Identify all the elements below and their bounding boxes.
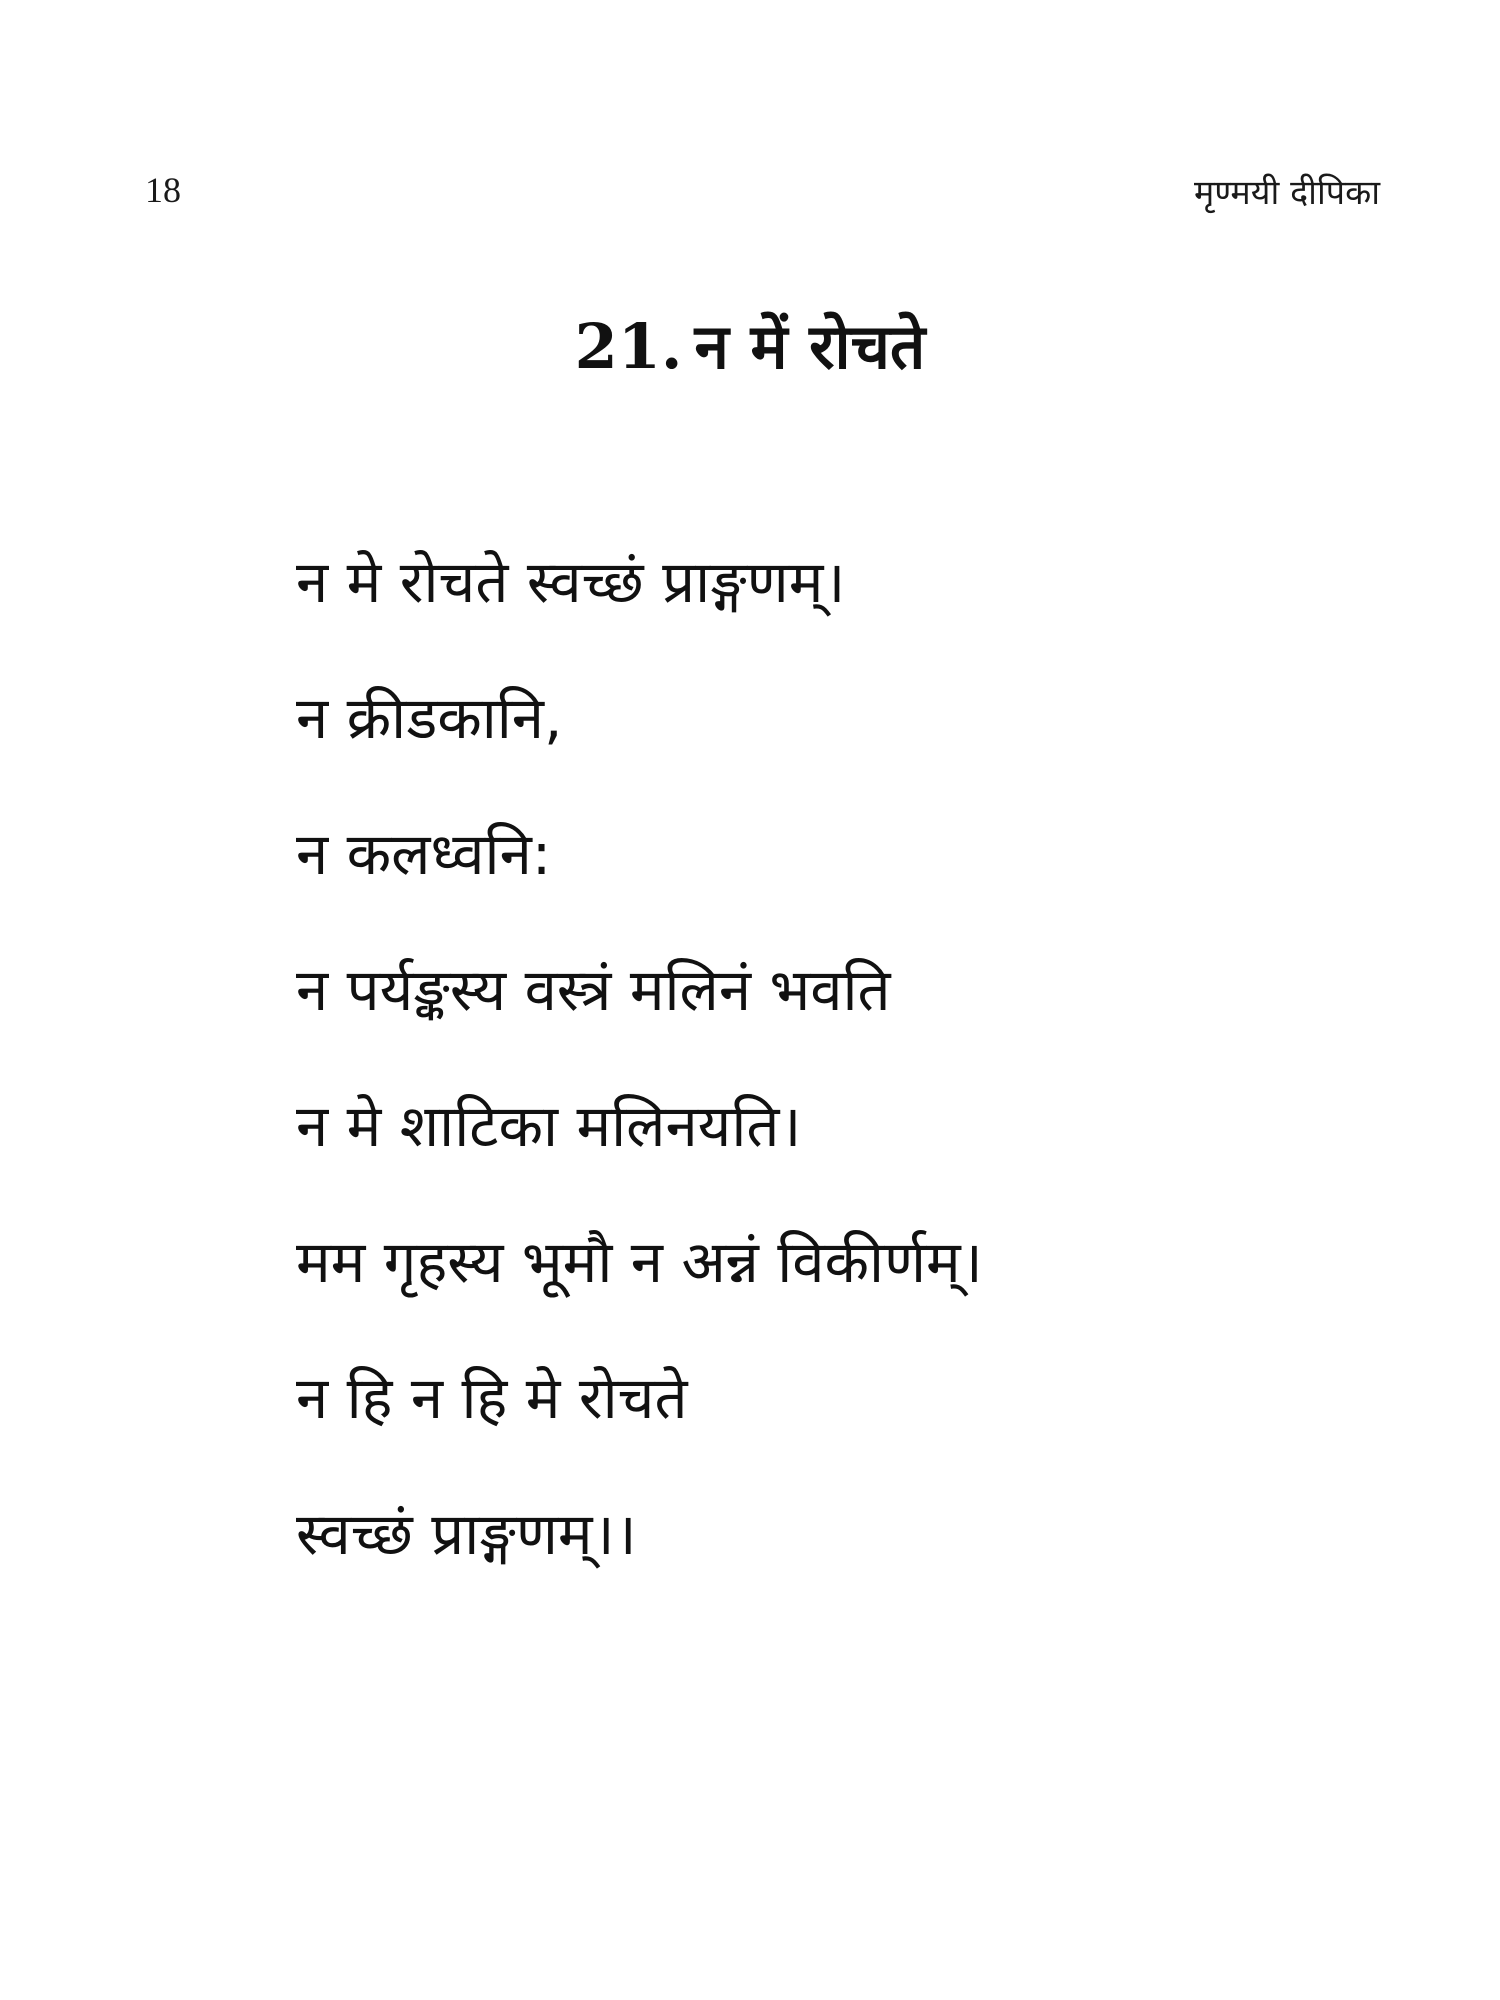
poem-title — [0, 310, 1500, 383]
poem-line-3: न कलध्वनि: — [296, 820, 552, 888]
page-number: 18 — [145, 170, 181, 210]
poem-line-1: न मे रोचते स्वच्छं प्राङ्गणम्। — [296, 548, 846, 616]
poem-line-8: स्वच्छं प्राङ्गणम्।। — [296, 1500, 637, 1568]
poem-title-text: न में रोचते — [694, 310, 926, 383]
poem-number: 21. — [574, 310, 683, 383]
poem-line-7: न हि न हि मे रोचते — [296, 1364, 688, 1432]
running-header-title: मृण्मयी दीपिका — [1193, 173, 1380, 213]
poem-line-5: न मे शाटिका मलिनयति। — [296, 1092, 802, 1160]
poem-line-6: मम गृहस्य भूमौ न अन्नं विकीर्णम्। — [296, 1228, 983, 1296]
poem-line-4: न पर्यङ्कस्य वस्त्रं मलिनं भवति — [296, 956, 891, 1024]
poem-body — [296, 542, 1396, 1630]
poem-line-2: न क्रीडकानि, — [296, 684, 563, 752]
